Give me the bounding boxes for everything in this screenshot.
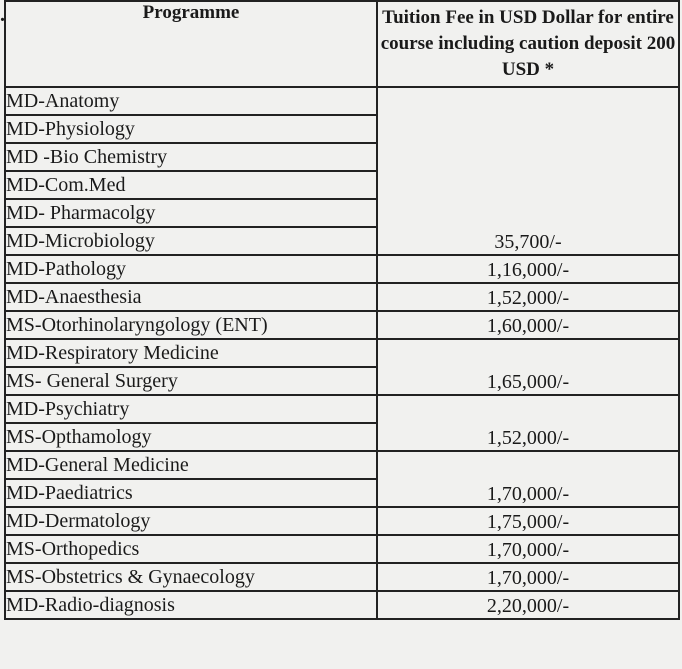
programme-cell: MD-Anaesthesia <box>5 283 377 311</box>
fee-cell: 1,75,000/- <box>377 507 679 535</box>
table-row <box>5 451 679 479</box>
table-row <box>5 563 679 591</box>
list-bullet: . <box>0 4 5 26</box>
fee-cell: 1,70,000/- <box>377 563 679 591</box>
table-row <box>5 395 679 423</box>
programme-cell: MD-Dermatology <box>5 507 377 535</box>
programme-cell: MD -Bio Chemistry <box>5 143 377 171</box>
programme-cell: MS-Orthopedics <box>5 535 377 563</box>
table-row <box>5 283 679 311</box>
programme-cell: MS-Opthamology <box>5 423 377 451</box>
programme-cell: MD-General Medicine <box>5 451 377 479</box>
table-row <box>5 535 679 563</box>
table-row <box>5 87 679 115</box>
fee-cell: 1,52,000/- <box>377 283 679 311</box>
fee-cell: 2,20,000/- <box>377 591 679 619</box>
fee-cell: 1,70,000/- <box>377 535 679 563</box>
table-row <box>5 591 679 619</box>
table-header-row <box>5 1 679 87</box>
programme-cell: MS- General Surgery <box>5 367 377 395</box>
programme-cell: MS-Otorhinolaryngology (ENT) <box>5 311 377 339</box>
programme-cell: MD- Pharmacolgy <box>5 199 377 227</box>
programme-cell: MD-Pathology <box>5 255 377 283</box>
fee-column-header: Tuition Fee in USD Dollar for entire course including caution deposit 200 USD * <box>377 1 679 87</box>
programme-cell: MD-Psychiatry <box>5 395 377 423</box>
programme-column-header: Programme <box>5 1 377 87</box>
programme-cell: MD-Radio-diagnosis <box>5 591 377 619</box>
programme-cell: MD-Microbiology <box>5 227 377 255</box>
programme-cell: MD-Paediatrics <box>5 479 377 507</box>
fee-cell: 1,52,000/- <box>377 395 679 451</box>
programme-cell: MD-Respiratory Medicine <box>5 339 377 367</box>
fee-cell: 1,65,000/- <box>377 339 679 395</box>
programme-cell: MD-Anatomy <box>5 87 377 115</box>
programme-cell: MD-Com.Med <box>5 171 377 199</box>
table-row <box>5 507 679 535</box>
fee-cell: 35,700/- <box>377 87 679 255</box>
programme-cell: MD-Physiology <box>5 115 377 143</box>
table-row <box>5 255 679 283</box>
fee-cell: 1,60,000/- <box>377 311 679 339</box>
table-row <box>5 311 679 339</box>
programme-cell: MS-Obstetrics & Gynaecology <box>5 563 377 591</box>
tuition-fee-table <box>4 0 680 620</box>
fee-cell: 1,70,000/- <box>377 451 679 507</box>
fee-cell: 1,16,000/- <box>377 255 679 283</box>
table-row <box>5 339 679 367</box>
